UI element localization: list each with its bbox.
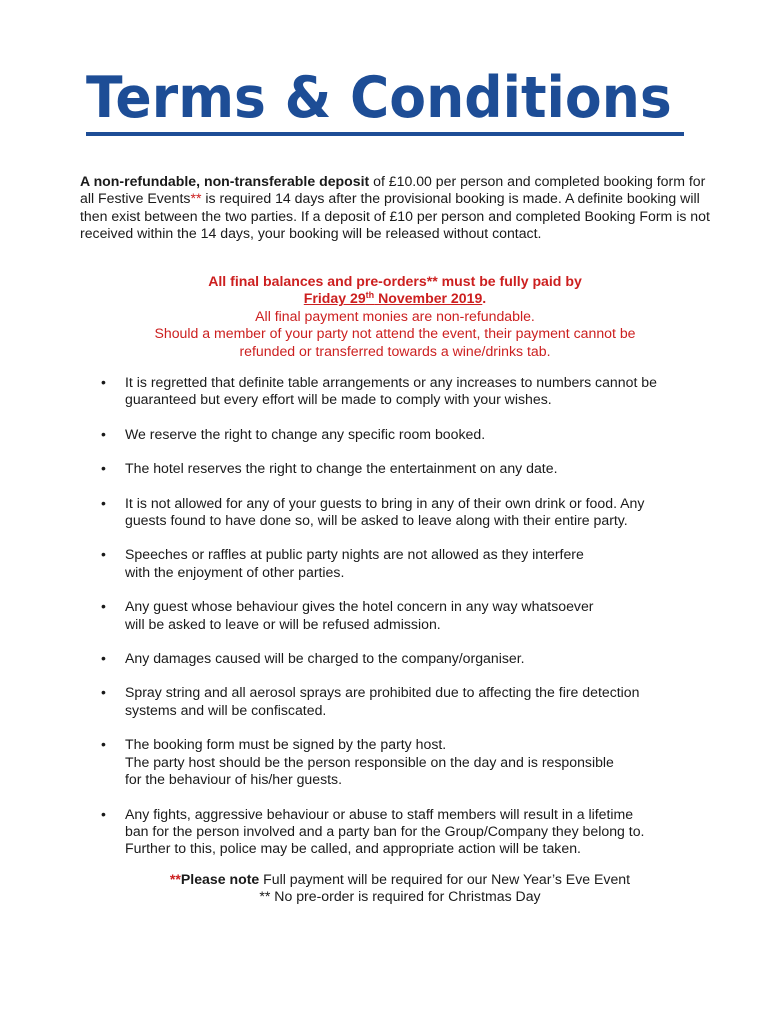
footer-notes <box>80 871 720 906</box>
term-fights-abuse: • Any fights, aggressive behaviour or abuse to staff members will result in a lifetime ban for the person involved and a party ban for the Group/Company they belong to. Further to this, police may be called, and appropriate action will be taken. <box>80 806 720 858</box>
deposit-bold-lead: A non-refundable, non-transferable deposit <box>80 173 370 189</box>
notice-date-period: . <box>482 290 487 307</box>
term-own-drink-food: • It is not allowed for any of your guests to bring in any of their own drink or food. Any guests found to have done so, will be asked to leave along with their entire party. <box>80 495 720 530</box>
term-aerosol-sprays: • Spray string and all aerosol sprays are prohibited due to affecting the fire detection systems and will be confiscated. <box>80 684 720 719</box>
term-damages: • Any damages caused will be charged to the company/organiser. <box>80 650 720 667</box>
footer-nye-line <box>80 871 720 888</box>
notice-date-suffix: th <box>365 290 375 301</box>
notice-balances-line: All final balances and pre-orders** must be fully paid by <box>208 273 582 289</box>
footer-please-note: Please note <box>180 871 260 887</box>
page-title: Terms & Conditions <box>86 65 672 131</box>
footer-nye-text: Full payment will be required for our New Year’s Eve Event <box>259 871 631 887</box>
term-guest-behaviour: • Any guest whose behaviour gives the hotel concern in any way whatsoever will be asked to leave or will be refused admission. <box>80 598 720 633</box>
term-entertainment-change: • The hotel reserves the right to change the entertainment on any date. <box>80 460 720 477</box>
term-booking-form-host: • The booking form must be signed by the party host. The party host should be the person responsible on the day and is responsible for the behaviour of his/her guests. <box>80 736 720 788</box>
term-speeches-raffles: • Speeches or raffles at public party nights are not allowed as they interfere with the enjoyment of other parties. <box>80 546 720 581</box>
footer-christmas-line: ** No pre-order is required for Christmas Day <box>259 888 541 905</box>
notice-date-rest: November 2019 <box>374 290 483 307</box>
term-room-change: • We reserve the right to change any specific room booked. <box>80 426 720 443</box>
deposit-text-part1: of £10.00 per person and completed booking form for all Festive Events <box>80 173 706 207</box>
footer-asterisks: ** <box>169 871 181 887</box>
terms-list <box>80 374 720 858</box>
notice-date <box>304 290 483 306</box>
deposit-paragraph <box>80 173 720 243</box>
deposit-asterisks: ** <box>190 190 202 207</box>
notice-refund-line: refunded or transferred towards a wine/drinks tab. <box>239 342 551 359</box>
payment-notice <box>80 273 710 360</box>
notice-nonrefundable-line: All final payment monies are non-refundable. <box>255 307 535 324</box>
notice-attendance-line: Should a member of your party not attend the event, their payment cannot be <box>154 325 636 342</box>
notice-date-line <box>80 290 710 307</box>
deposit-text-part2: is required 14 days after the provisional booking is made. A definite booking will then exist between the two parties. If a deposit of £10 per person and completed Booking Form is not received within the 14 days, your booking will be released without contact. <box>80 190 710 242</box>
title-underline <box>86 132 684 136</box>
term-table-arrangements: • It is regretted that definite table arrangements or any increases to numbers cannot be guaranteed but every effort will be made to comply with your wishes. <box>80 374 720 409</box>
title-block <box>86 62 686 134</box>
notice-date-day: Friday 29 <box>303 290 366 307</box>
